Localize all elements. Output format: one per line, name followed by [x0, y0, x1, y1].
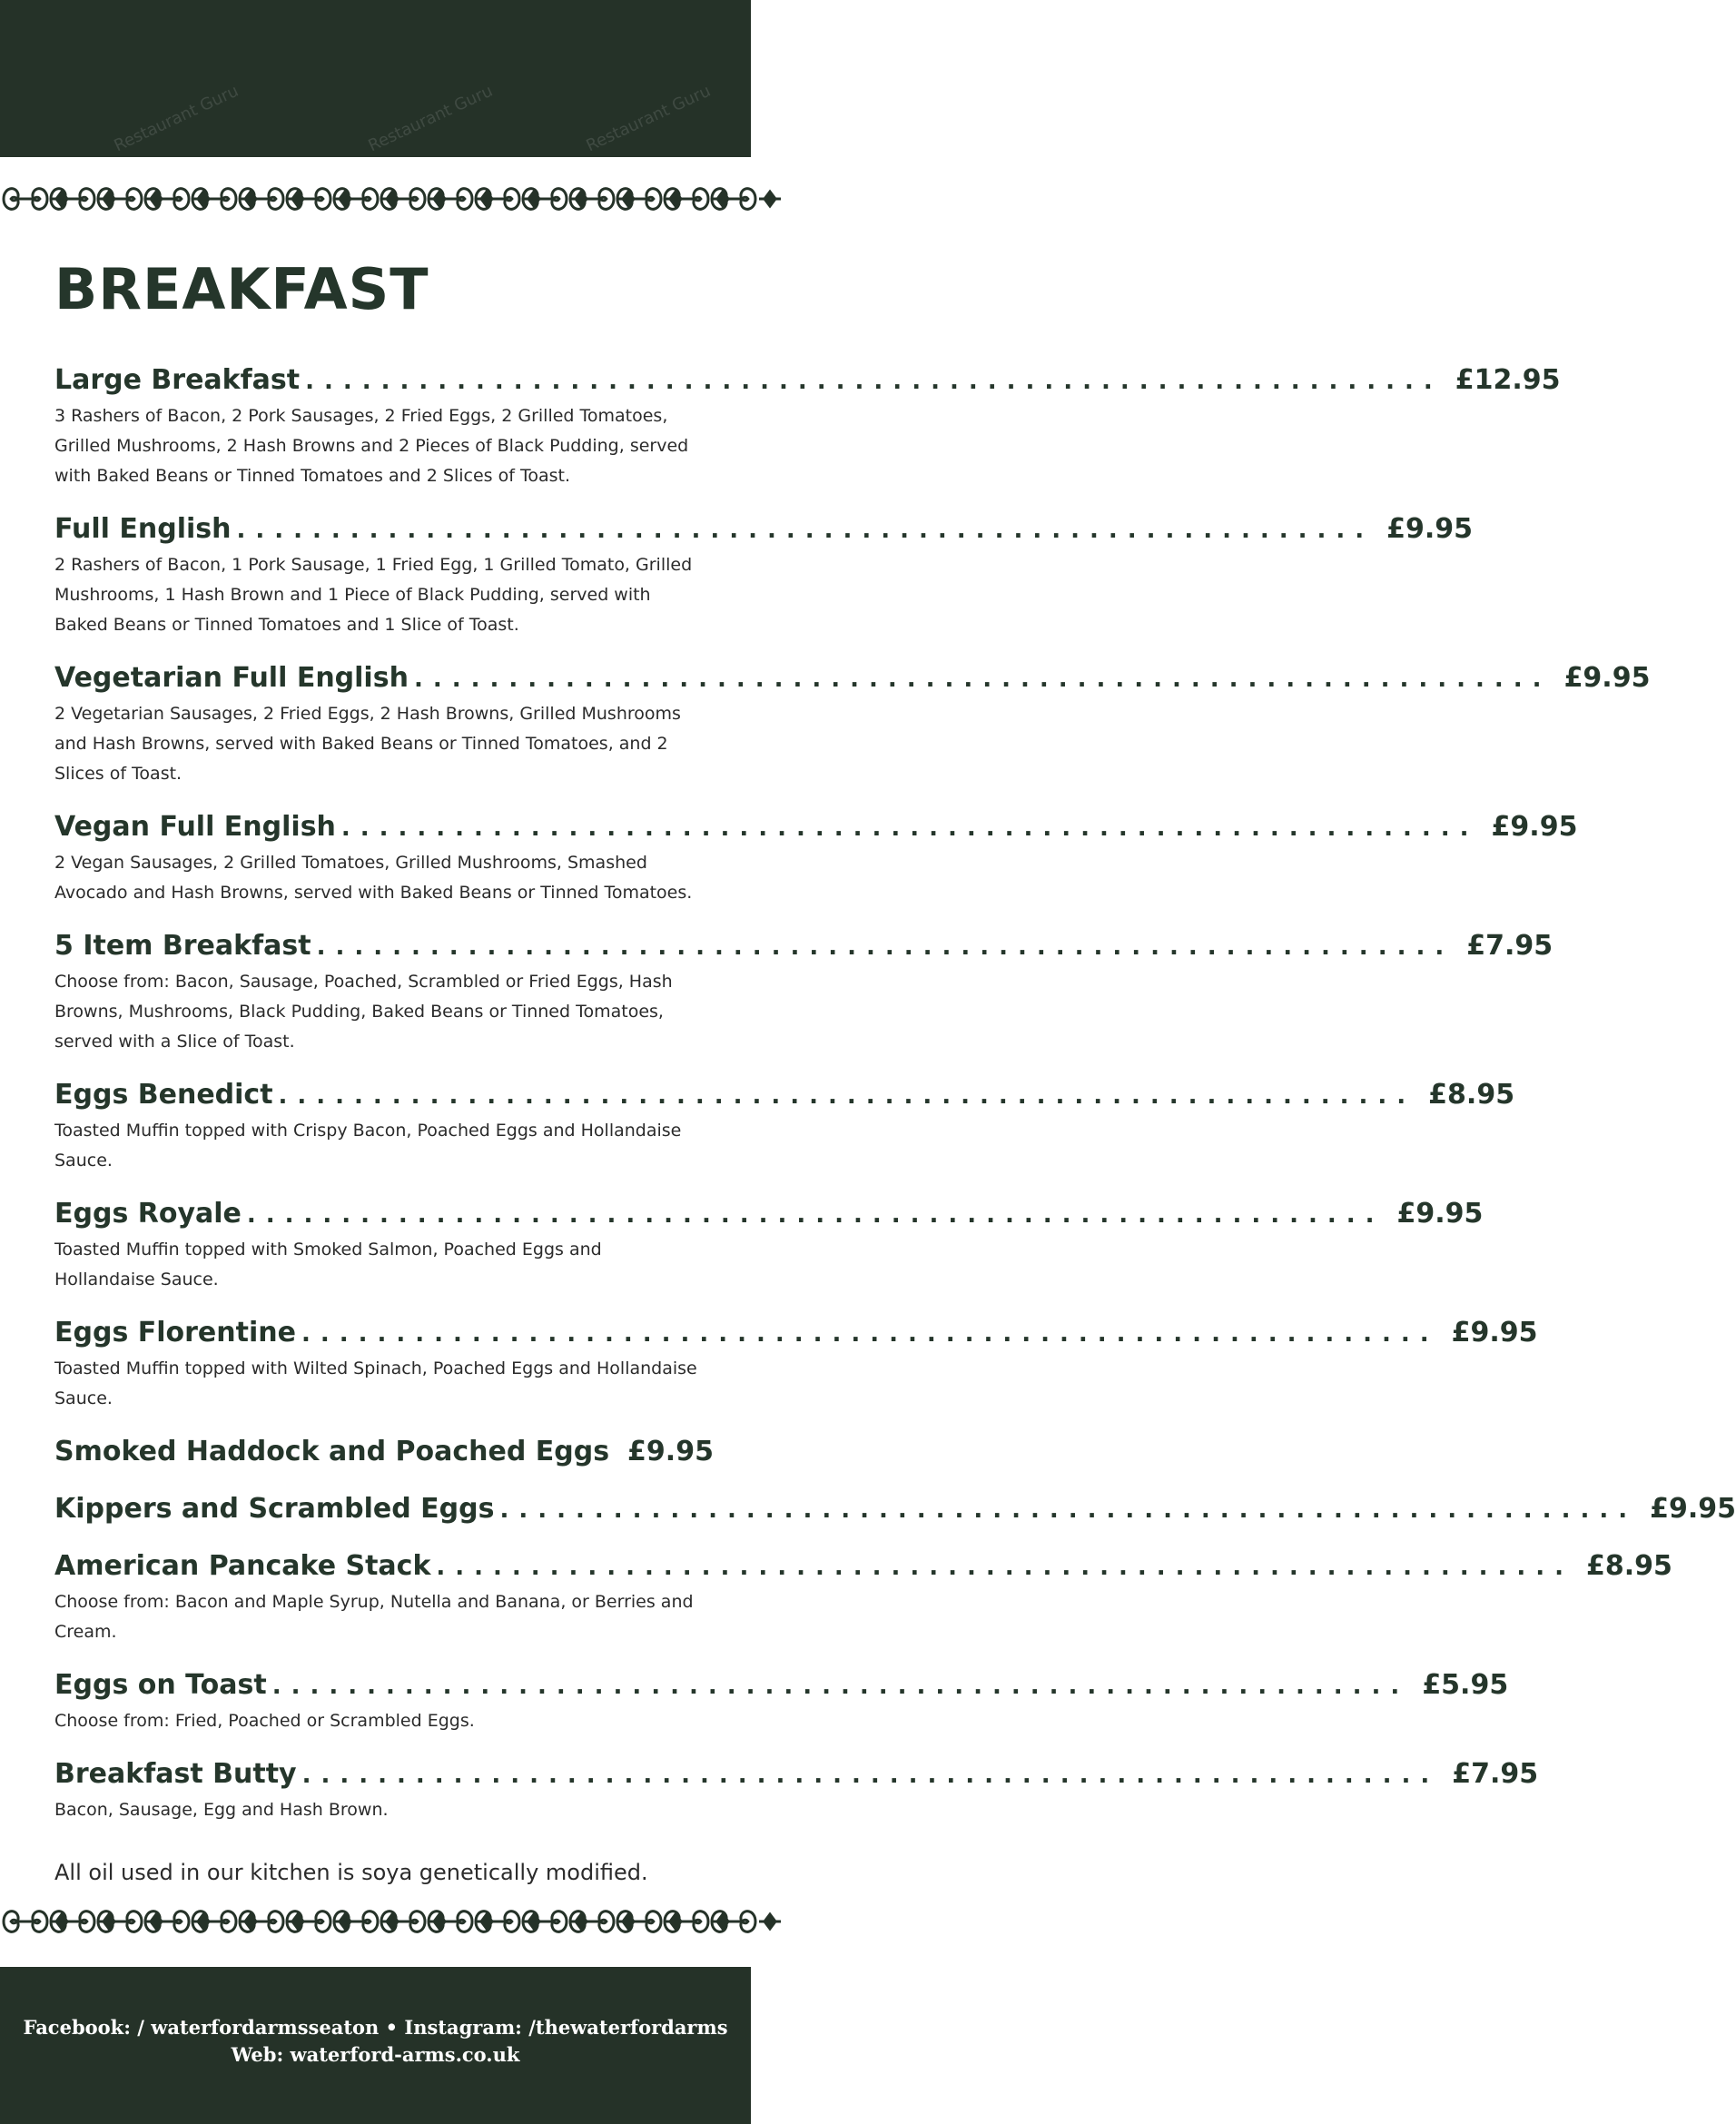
menu-item [54, 1077, 1515, 1176]
menu-item [54, 660, 1651, 789]
menu-item-name: American Pancake Stack [54, 1550, 431, 1582]
watermark: Restaurant Guru [111, 81, 242, 156]
menu-item-description: Bacon, Sausage, Egg and Hash Brown. [54, 1800, 389, 1820]
menu-item-description: 2 Vegan Sausages, 2 Grilled Tomatoes, Grilled Mushrooms, Smashed Avocado and Hash Browns, served with Baked Beans or Tinned Tomatoes. [54, 853, 693, 903]
menu-item-header [54, 1491, 1736, 1528]
oil-notice: All oil used in our kitchen is soya genetically modified. [54, 1860, 648, 1885]
ornament-pattern [0, 1901, 751, 1942]
menu-item [54, 809, 1578, 908]
header-band [0, 0, 751, 157]
dot-leader: ............................................................ [305, 368, 1443, 395]
menu-item-price: £9.95 [1396, 1198, 1484, 1230]
menu-item-name: Eggs Royale [54, 1198, 242, 1230]
menu-item-price: £8.95 [1586, 1550, 1672, 1582]
dot-leader: ............................................................ [499, 1497, 1638, 1524]
menu-item-name: Breakfast Butty [54, 1758, 297, 1790]
menu-item [54, 1548, 1672, 1647]
menu-item-price: £9.95 [1451, 1317, 1538, 1348]
menu-item-header [54, 1548, 1672, 1586]
menu-item-name: Eggs on Toast [54, 1669, 267, 1701]
dot-leader: ............................................................ [246, 1201, 1385, 1229]
dot-leader: ............................................................ [301, 1762, 1440, 1789]
dot-leader: ............................................................ [271, 1673, 1410, 1700]
menu-item [54, 1196, 1484, 1295]
menu-item [54, 1315, 1538, 1414]
menu-item-price: £9.95 [1650, 1493, 1736, 1525]
menu-item-price: £9.95 [627, 1436, 714, 1467]
menu-item [54, 362, 1561, 491]
menu-item-header [54, 511, 1474, 548]
menu-item-name: Full English [54, 513, 232, 545]
menu-item-name: Kippers and Scrambled Eggs [54, 1493, 495, 1525]
menu-item-price: £9.95 [1491, 811, 1578, 843]
menu-item-description: Choose from: Fried, Poached or Scrambled Eggs. [54, 1711, 475, 1731]
ornament-border-top [0, 178, 751, 220]
menu-item-header [54, 1667, 1509, 1704]
menu-item-header [54, 809, 1578, 846]
menu-item-header [54, 1315, 1538, 1352]
menu-item-name: Vegan Full English [54, 811, 336, 843]
dot-leader: ............................................................ [278, 1082, 1416, 1110]
menu-item-price: £12.95 [1455, 364, 1561, 396]
ornament-border-bottom [0, 1901, 751, 1942]
menu-content [54, 256, 1736, 1885]
menu-item-header [54, 1756, 1539, 1793]
dot-leader: ............................................................ [316, 934, 1455, 961]
menu-item-price: £7.95 [1452, 1758, 1539, 1790]
page-title: BREAKFAST [54, 256, 429, 322]
dot-leader: ............................................................ [236, 517, 1375, 544]
menu-item-name: Eggs Florentine [54, 1317, 296, 1348]
menu-item-header [54, 928, 1554, 965]
menu-item-header [54, 1077, 1515, 1114]
menu-item-header [54, 362, 1561, 400]
menu-item-name: Eggs Benedict [54, 1079, 273, 1111]
menu-item-name: 5 Item Breakfast [54, 930, 311, 962]
footer-social: Facebook: / waterfordarmsseaton • Instagram: /thewaterfordarms [23, 2016, 728, 2039]
menu-item-header [54, 1434, 714, 1471]
dot-leader: ............................................................ [436, 1554, 1574, 1581]
menu-item-name: Large Breakfast [54, 364, 301, 396]
menu-item-name: Vegetarian Full English [54, 662, 409, 694]
ornament-pattern [0, 178, 751, 220]
menu-item-description: Toasted Muffin topped with Smoked Salmon, Poached Eggs and Hollandaise Sauce. [54, 1240, 602, 1289]
dot-leader: ............................................................ [340, 815, 1479, 842]
menu-item-description: Toasted Muffin topped with Wilted Spinach, Poached Eggs and Hollandaise Sauce. [54, 1358, 697, 1408]
watermark: Restaurant Guru [583, 81, 714, 156]
menu-item-description: Choose from: Bacon, Sausage, Poached, Scrambled or Fried Eggs, Hash Browns, Mushrooms, Black Pudding, Baked Beans or Tinned Tomatoes, served with a Slice of Toast. [54, 972, 673, 1052]
menu-item [54, 1434, 714, 1471]
menu-item-price: £5.95 [1422, 1669, 1509, 1701]
menu-item [54, 1756, 1539, 1825]
menu-item-name: Smoked Haddock and Poached Eggs [54, 1436, 610, 1467]
menu-item [54, 511, 1474, 640]
menu-item [54, 1491, 1736, 1528]
menu-item-description: Toasted Muffin topped with Crispy Bacon, Poached Eggs and Hollandaise Sauce. [54, 1121, 682, 1171]
menu-item-price: £9.95 [1386, 513, 1474, 545]
menu-item-description: 2 Vegetarian Sausages, 2 Fried Eggs, 2 Hash Browns, Grilled Mushrooms and Hash Browns, served with Baked Beans or Tinned Tomatoes, and 2 Slices of Toast. [54, 704, 681, 784]
menu-item [54, 1667, 1509, 1736]
menu-item-header [54, 660, 1651, 697]
menu-item-price: £9.95 [1563, 662, 1651, 694]
menu-item-price: £8.95 [1428, 1079, 1515, 1111]
dot-leader: ............................................................ [301, 1320, 1439, 1348]
menu-item-header [54, 1196, 1484, 1233]
footer-website: Web: waterford-arms.co.uk [231, 2043, 520, 2066]
menu-item-description: Choose from: Bacon and Maple Syrup, Nutella and Banana, or Berries and Cream. [54, 1592, 694, 1642]
menu-list [54, 362, 1736, 1825]
menu-item [54, 928, 1554, 1057]
dot-leader: ............................................................ [413, 666, 1552, 693]
menu-item-price: £7.95 [1466, 930, 1554, 962]
watermark: Restaurant Guru [365, 81, 496, 156]
menu-item-description: 2 Rashers of Bacon, 1 Pork Sausage, 1 Fried Egg, 1 Grilled Tomato, Grilled Mushrooms, 1 Hash Brown and 1 Piece of Black Pudding, served with Baked Beans or Tinned Tomatoes and 1 Slice of Toast. [54, 555, 693, 635]
menu-item-description: 3 Rashers of Bacon, 2 Pork Sausages, 2 Fried Eggs, 2 Grilled Tomatoes, Grilled Mushrooms, 2 Hash Browns and 2 Pieces of Black Pudding, served with Baked Beans or Tinned Tomatoes and 2 Slices of Toast. [54, 406, 689, 486]
